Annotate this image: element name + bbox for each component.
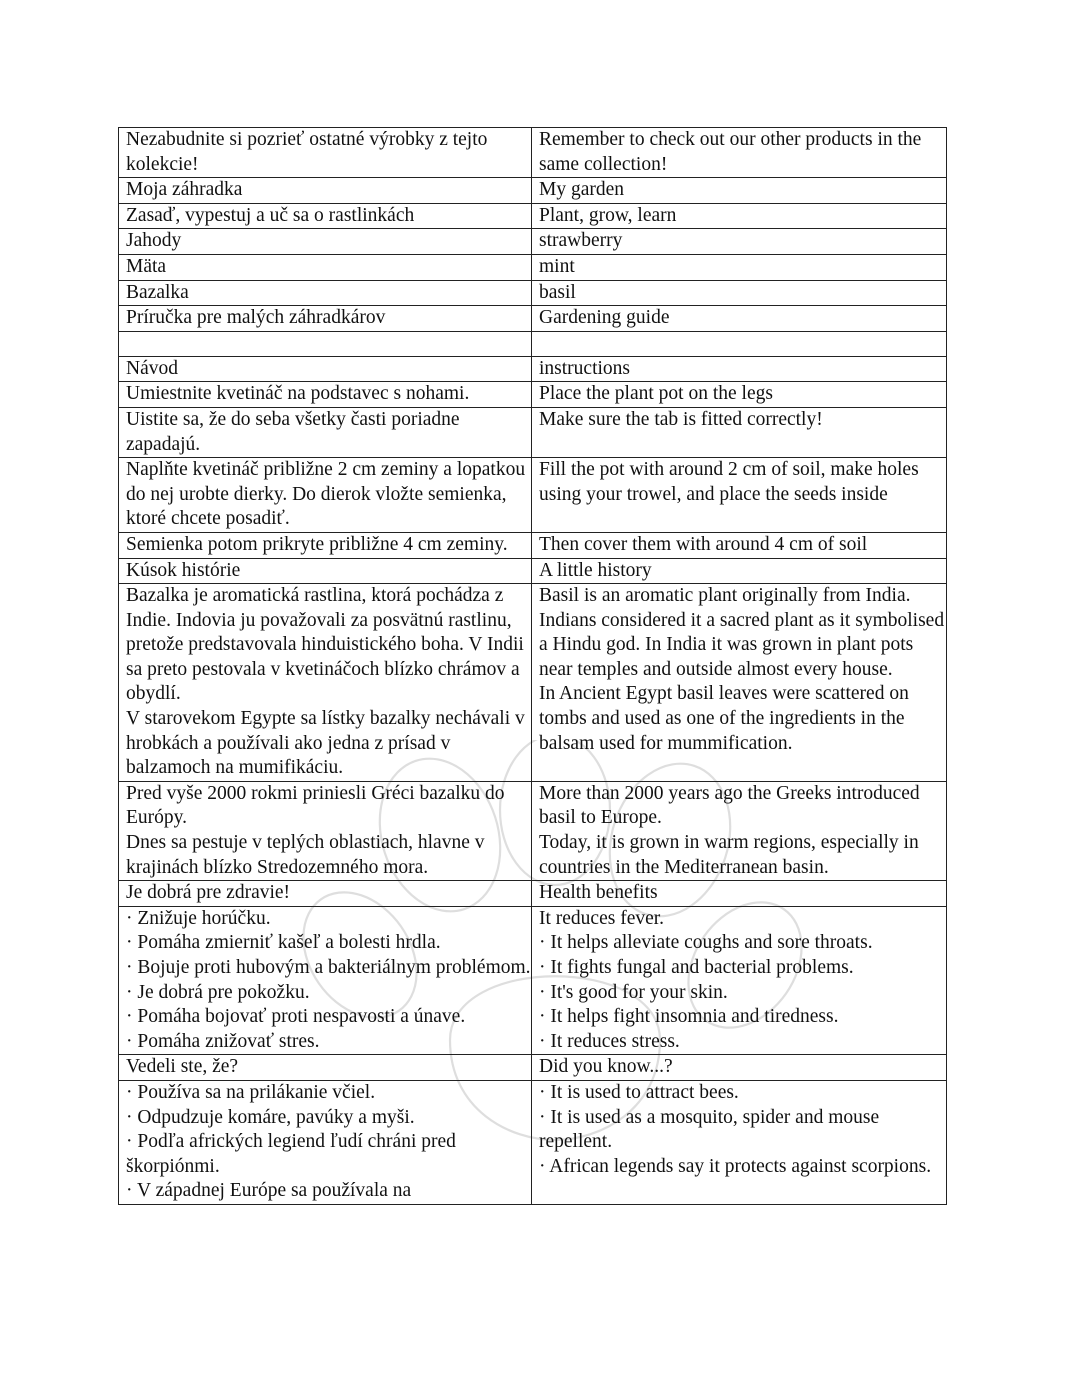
table-row [119, 229, 947, 255]
slovak-cell: Umiestnite kvetináč na podstavec s nohami. [119, 382, 532, 408]
slovak-cell: Moja záhradka [119, 178, 532, 204]
slovak-cell: Vedeli ste, že? [119, 1055, 532, 1081]
slovak-cell: Zasaď, vypestuj a uč sa o rastlinkách [119, 203, 532, 229]
table-row [119, 254, 947, 280]
slovak-cell: Príručka pre malých záhradkárov [119, 306, 532, 332]
table-row [119, 382, 947, 408]
slovak-cell [119, 331, 532, 356]
slovak-cell: Bazalka [119, 280, 532, 306]
table-row [119, 584, 947, 782]
slovak-cell: Bazalka je aromatická rastlina, ktorá pochádza z Indie. Indovia ju považovali za posvätnú rastlinu, pretože predstavovala hinduistického boha. V Indii sa preto pestovala v kvetináčoch blízko chrámov a obydlí. V starovekom Egypte sa lístky bazalky nechávali v hrobkách a používali ako jedna z prísad v balzamoch na mumifikáciu. [119, 584, 532, 782]
empty-table-row [119, 331, 947, 356]
english-cell [532, 331, 947, 356]
table-row [119, 178, 947, 204]
slovak-cell: Uistite sa, že do seba všetky časti poriadne zapadajú. [119, 407, 532, 457]
slovak-cell: Mäta [119, 254, 532, 280]
english-cell: Health benefits [532, 881, 947, 907]
slovak-cell: Semienka potom prikryte približne 4 cm zeminy. [119, 532, 532, 558]
english-cell: strawberry [532, 229, 947, 255]
table-row [119, 781, 947, 880]
english-cell: Plant, grow, learn [532, 203, 947, 229]
slovak-cell: · Znižuje horúčku. · Pomáha zmierniť kašeľ a bolesti hrdla. · Bojuje proti hubovým a bakteriálnym problémom. · Je dobrá pre pokožku. · Pomáha bojovať proti nespavosti a únave. · Pomáha znižovať stres. [119, 906, 532, 1055]
table-row [119, 356, 947, 382]
english-cell: A little history [532, 558, 947, 584]
slovak-cell: Pred vyše 2000 rokmi priniesli Gréci bazalku do Európy. Dnes sa pestuje v teplých oblastiach, hlavne v krajinách blízko Stredozemného mora. [119, 781, 532, 880]
table-row [119, 458, 947, 533]
english-cell: instructions [532, 356, 947, 382]
translation-table [118, 127, 947, 1205]
english-cell: My garden [532, 178, 947, 204]
english-cell: It reduces fever. · It helps alleviate coughs and sore throats. · It fights fungal and bacterial problems. · It's good for your skin. · It helps fight insomnia and tiredness. · It reduces stress. [532, 906, 947, 1055]
english-cell: Place the plant pot on the legs [532, 382, 947, 408]
table-row [119, 280, 947, 306]
table-row [119, 558, 947, 584]
slovak-cell: Návod [119, 356, 532, 382]
slovak-cell: Je dobrá pre zdravie! [119, 881, 532, 907]
table-row [119, 881, 947, 907]
english-cell: · It is used to attract bees. · It is used as a mosquito, spider and mouse repellent. · African legends say it protects against scorpions. [532, 1080, 947, 1204]
table-row [119, 306, 947, 332]
table-row [119, 532, 947, 558]
slovak-cell: Kúsok histórie [119, 558, 532, 584]
table-row [119, 407, 947, 457]
table-row [119, 203, 947, 229]
slovak-cell: Jahody [119, 229, 532, 255]
english-cell: Gardening guide [532, 306, 947, 332]
english-cell: Then cover them with around 4 cm of soil [532, 532, 947, 558]
english-cell: Fill the pot with around 2 cm of soil, make holes using your trowel, and place the seeds inside [532, 458, 947, 533]
table-row [119, 1055, 947, 1081]
english-cell: Remember to check out our other products in the same collection! [532, 128, 947, 178]
slovak-cell: Nezabudnite si pozrieť ostatné výrobky z tejto kolekcie! [119, 128, 532, 178]
english-cell: Make sure the tab is fitted correctly! [532, 407, 947, 457]
english-cell: basil [532, 280, 947, 306]
table-row [119, 128, 947, 178]
english-cell: Did you know...? [532, 1055, 947, 1081]
slovak-cell: · Používa sa na prilákanie včiel. · Odpudzuje komáre, pavúky a myši. · Podľa afrických legiend ľudí chráni pred škorpiónmi. · V západnej Európe sa používala na [119, 1080, 532, 1204]
table-row [119, 1080, 947, 1204]
english-cell: Basil is an aromatic plant originally from India. Indians considered it a sacred plant as it symbolised a Hindu god. In India it was grown in plant pots near temples and outside almost every house. In Ancient Egypt basil leaves were scattered on tombs and used as one of the ingredients in the balsam used for mummification. [532, 584, 947, 782]
english-cell: More than 2000 years ago the Greeks introduced basil to Europe. Today, it is grown in warm regions, especially in countries in the Mediterranean basin. [532, 781, 947, 880]
slovak-cell: Naplňte kvetináč približne 2 cm zeminy a lopatkou do nej urobte dierky. Do dierok vložte semienka, ktoré chcete posadiť. [119, 458, 532, 533]
table-row [119, 906, 947, 1055]
english-cell: mint [532, 254, 947, 280]
